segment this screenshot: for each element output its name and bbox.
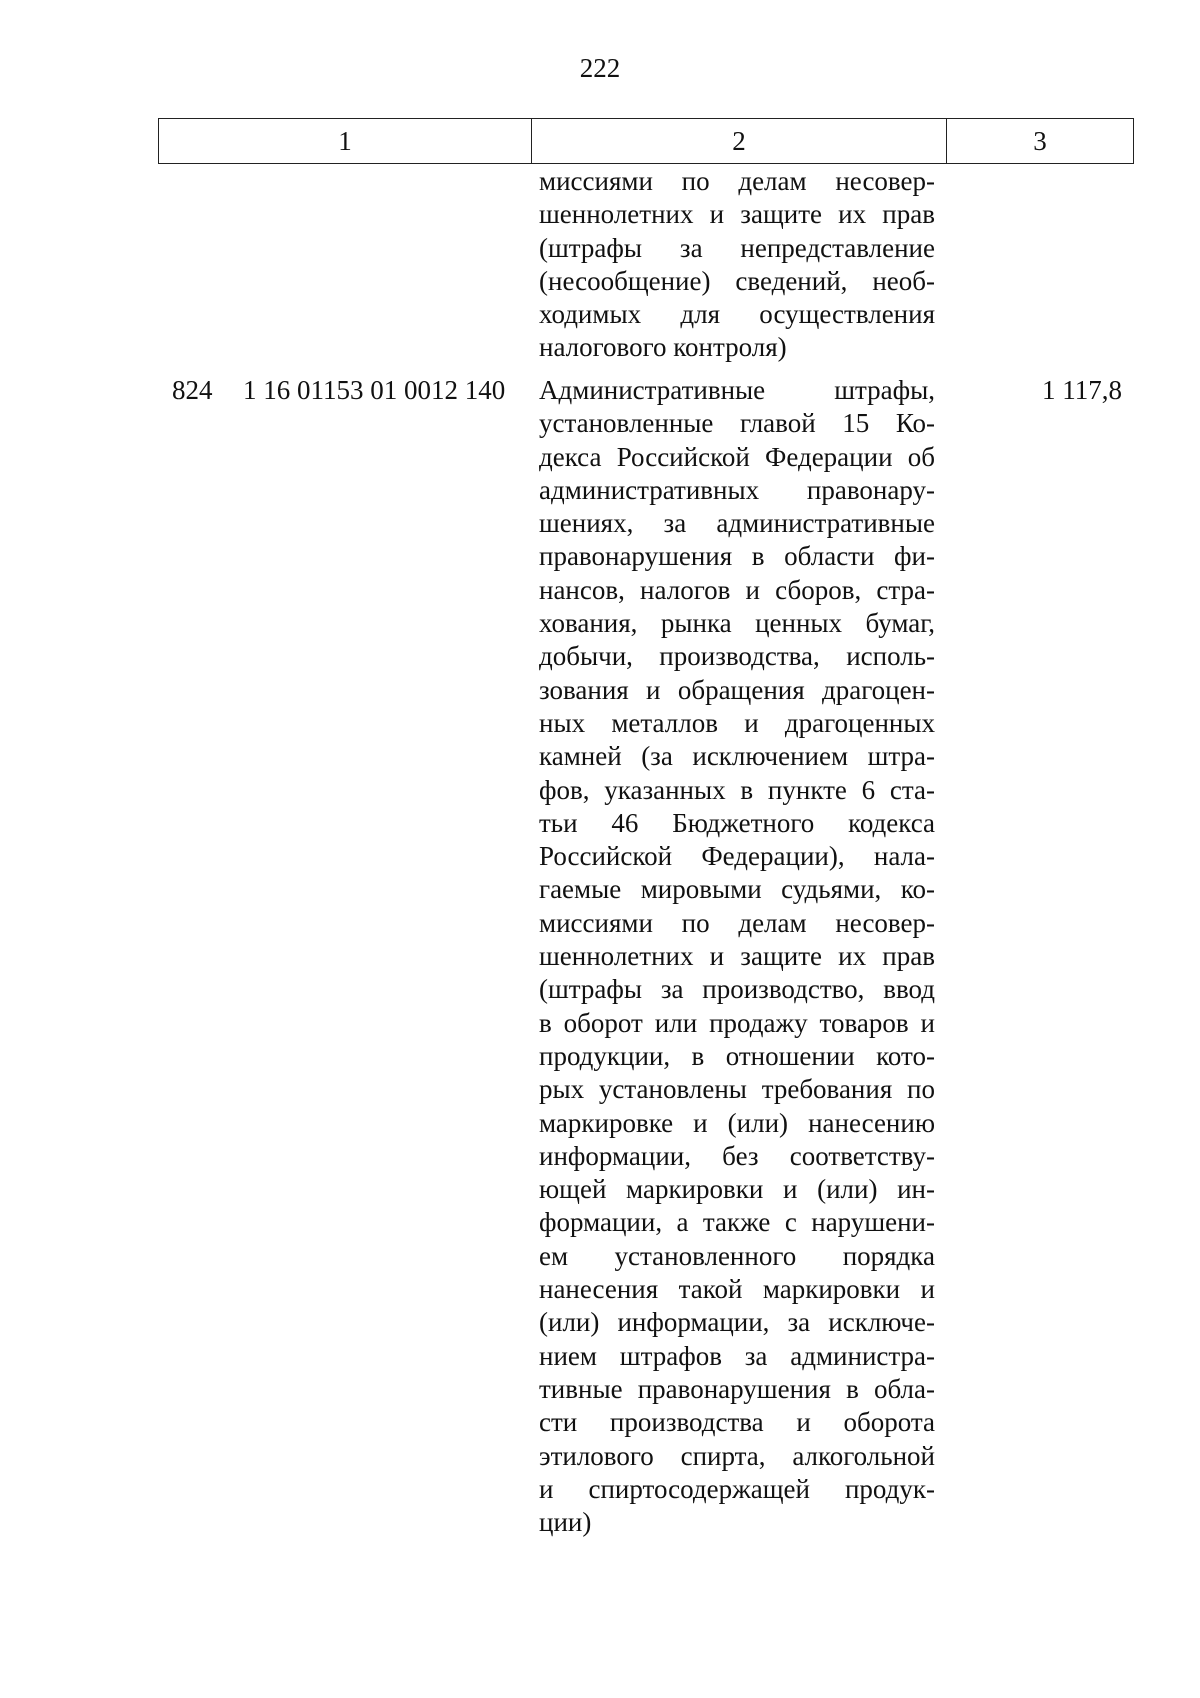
description-line: фов, указанных в пункте 6 ста-: [539, 774, 935, 805]
description-line: шениях, за административные: [539, 508, 935, 539]
description-line: камней (за исключением штра-: [539, 741, 935, 772]
description-line: продукции, в отношении кото-: [539, 1040, 935, 1071]
description-line: нансов, налогов и сборов, стра-: [539, 574, 935, 605]
description-line: тивные правонарушения в обла-: [539, 1373, 935, 1404]
description-line: ем установленного порядка: [539, 1240, 935, 1271]
description-line: зования и обращения драгоцен-: [539, 674, 935, 705]
description-line: в оборот или продажу товаров и: [539, 1007, 935, 1038]
description-line: тьи 46 Бюджетного кодекса: [539, 807, 935, 838]
description-line: Административные штрафы,: [539, 375, 935, 405]
amount: 1 117,8: [1042, 375, 1122, 405]
description-line: информации, без соответству-: [539, 1140, 935, 1171]
description-line: нием штрафов за администра-: [539, 1340, 935, 1371]
description-line: миссиями по делам несовер-: [539, 166, 935, 196]
description-line: установленные главой 15 Ко-: [539, 408, 935, 439]
table-header-row: [159, 119, 1134, 164]
description-line: сти производства и оборота: [539, 1407, 935, 1438]
description-line: ходимых для осуществления: [539, 299, 935, 330]
description-line: (штрафы за производство, ввод: [539, 974, 935, 1005]
column-header-1: 1: [159, 119, 532, 164]
description-line: (штрафы за непредставление: [539, 232, 935, 263]
row-description: [539, 374, 935, 1539]
description-line: декса Российской Федерации об: [539, 441, 935, 472]
description-line: (или) информации, за исключе-: [539, 1307, 935, 1338]
description-line: Российской Федерации), нала-: [539, 841, 935, 872]
description-line: хования, рынка ценных бумаг,: [539, 608, 935, 639]
description-line: формации, а также с нарушени-: [539, 1207, 935, 1238]
budget-classification-code: 1 16 01153 01 0012 140: [243, 375, 506, 405]
page-number: 222: [579, 53, 621, 83]
description-line: добычи, производства, исполь-: [539, 641, 935, 672]
description-line: рых установлены требования по: [539, 1074, 935, 1105]
description-line: налогового контроля): [539, 332, 787, 363]
description-line: ции): [539, 1507, 592, 1538]
description-line: этилового спирта, алкогольной: [539, 1440, 935, 1471]
description-line: гаемые мировыми судьями, ко-: [539, 874, 935, 905]
column-header-2: 2: [532, 119, 947, 164]
table-header: [158, 118, 1134, 164]
description-line: миссиями по делам несовер-: [539, 907, 935, 938]
description-line: правонарушения в области фи-: [539, 541, 935, 572]
description-line: ющей маркировки и (или) ин-: [539, 1174, 935, 1205]
description-line: ных металлов и драгоценных: [539, 707, 935, 738]
column-header-3: 3: [947, 119, 1134, 164]
description-line: (несообщение) сведений, необ-: [539, 265, 935, 296]
description-line: нанесения такой маркировки и: [539, 1274, 935, 1305]
description-line: административных правонару-: [539, 474, 935, 505]
description-line: шеннолетних и защите их прав: [539, 199, 935, 230]
description-line: и спиртосодержащей продук-: [539, 1473, 935, 1504]
description-line: маркировке и (или) нанесению: [539, 1107, 935, 1138]
description-line: шеннолетних и защите их прав: [539, 941, 935, 972]
admin-code: 824: [172, 375, 213, 405]
continuation-description: [539, 165, 935, 365]
